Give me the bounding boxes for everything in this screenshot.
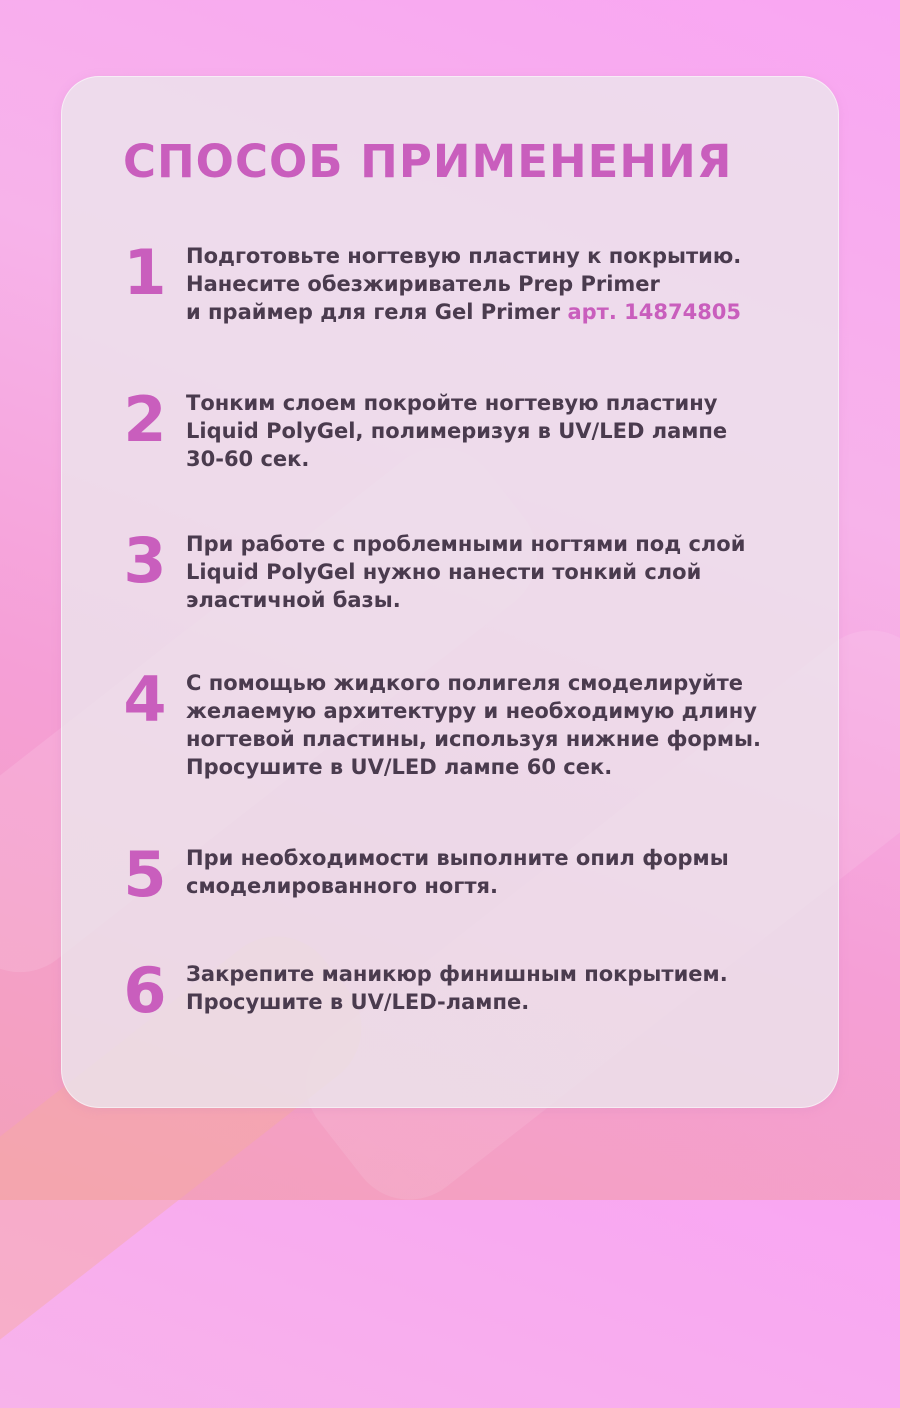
step-number: 3 xyxy=(123,524,167,597)
step-line: Просушите в UV/LED лампе 60 сек. xyxy=(186,755,613,779)
step-line: Просушите в UV/LED-лампе. xyxy=(186,990,530,1014)
step-text xyxy=(186,844,806,900)
step-line: смоделированного ногтя. xyxy=(186,874,498,898)
article-number: арт. 14874805 xyxy=(567,300,742,324)
step-number: 4 xyxy=(123,663,167,736)
step-line-text: и праймер для геля Gel Primer xyxy=(186,300,568,324)
step-text xyxy=(186,242,806,326)
step-line: 30-60 сек. xyxy=(186,447,310,471)
step-number: 1 xyxy=(123,236,167,309)
step-line: желаемую архитектуру и необходимую длину xyxy=(186,699,757,723)
step-line: Закрепите маникюр финишным покрытием. xyxy=(186,962,728,986)
step-text xyxy=(186,530,806,614)
step-line xyxy=(186,298,806,326)
step-text xyxy=(186,389,806,473)
step-number: 5 xyxy=(123,838,167,911)
step-line: С помощью жидкого полигеля смоделируйте xyxy=(186,671,744,695)
step-line: ногтевой пластины, используя нижние формы. xyxy=(186,727,762,751)
step-line: Нанесите обезжириватель Prep Primer xyxy=(186,272,660,296)
step-number: 2 xyxy=(123,383,167,456)
step-line: Подготовьте ногтевую пластину к покрытию. xyxy=(186,244,742,268)
step-text xyxy=(186,669,806,781)
step-text xyxy=(186,960,806,1016)
page-title: СПОСОБ ПРИМЕНЕНИЯ xyxy=(123,135,733,188)
step-line: эластичной базы. xyxy=(186,588,401,612)
step-line: Liquid PolyGel, полимеризуя в UV/LED лампе xyxy=(186,419,728,443)
step-line: При работе с проблемными ногтями под слой xyxy=(186,532,746,556)
step-line: При необходимости выполните опил формы xyxy=(186,846,729,870)
step-number: 6 xyxy=(123,954,167,1027)
step-line: Тонким слоем покройте ногтевую пластину xyxy=(186,391,718,415)
step-line: Liquid PolyGel нужно нанести тонкий слой xyxy=(186,560,702,584)
